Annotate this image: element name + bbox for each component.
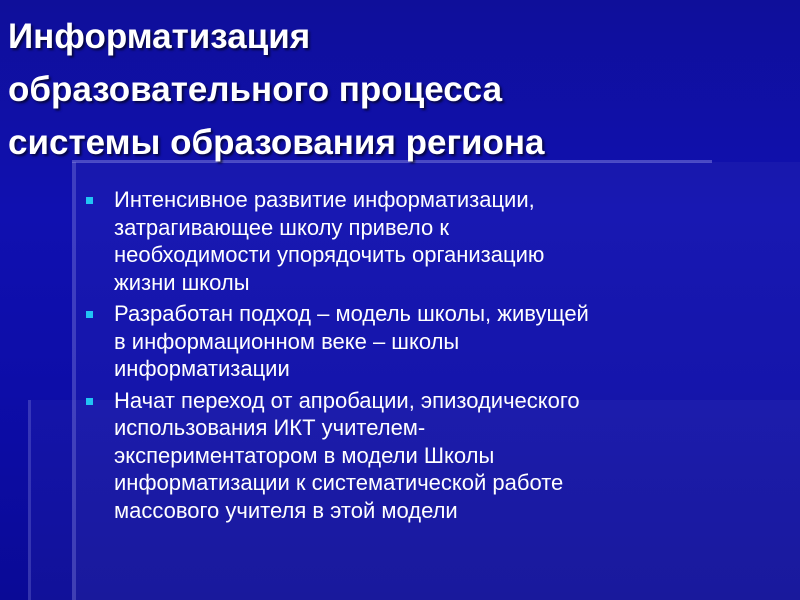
bullet-line: Разработан подход – модель школы, живущей [114, 301, 589, 326]
bullet-line: в информационном веке – школы [114, 328, 460, 354]
bullet-item [84, 387, 796, 525]
bullet-line: жизни школы [114, 269, 250, 295]
slide-title-line: системы образования региона [8, 123, 545, 162]
bullet-text [114, 300, 796, 383]
slide-title-line: Информатизация [8, 17, 311, 56]
bullet-item [84, 186, 796, 296]
bullet-line: необходимости упорядочить организацию [114, 242, 545, 267]
slide-title [8, 10, 778, 169]
bullet-line: информатизации к систематической работе [114, 470, 564, 495]
decorative-line [28, 400, 31, 600]
bullet-line: Интенсивное развитие информатизации, [114, 187, 535, 212]
bullet-item [84, 300, 796, 383]
square-bullet-icon [86, 197, 93, 204]
bullet-line: массового учителя в этой модели [114, 497, 458, 523]
bullet-text [114, 387, 796, 525]
square-bullet-icon [86, 398, 93, 405]
bullet-text [114, 186, 796, 296]
bullet-line: экспериментатором в модели Школы [114, 442, 495, 468]
bullet-line: использования ИКТ учителем- [114, 415, 426, 440]
slide-title-line: образовательного процесса [8, 70, 503, 109]
bullet-list [84, 186, 796, 528]
decorative-line [72, 162, 76, 600]
bullet-line: информатизации [114, 356, 290, 381]
square-bullet-icon [86, 311, 93, 318]
bullet-line: Начат переход от апробации, эпизодического [114, 387, 580, 413]
bullet-line: затрагивающее школу привело к [114, 214, 449, 240]
